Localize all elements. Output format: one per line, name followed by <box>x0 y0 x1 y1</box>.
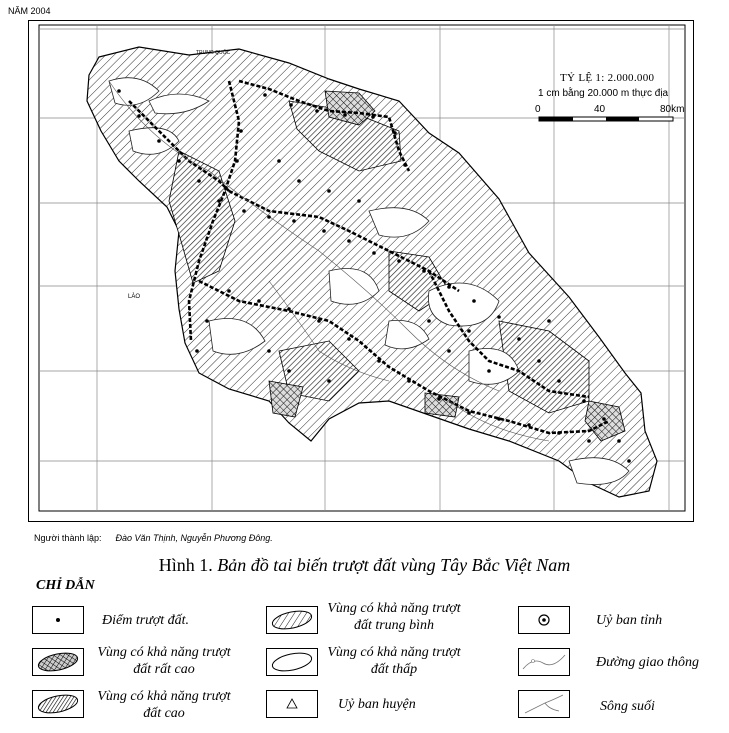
scale-subtitle: 1 cm bằng 20.000 m thực địa <box>538 88 669 99</box>
caption-number: Hình 1. <box>158 555 213 575</box>
legend-title: CHỈ DẪN <box>36 578 95 593</box>
scale-tick-0: 0 <box>535 104 541 115</box>
figure-caption <box>0 555 729 576</box>
legend-label-road: Đường giao thông <box>596 655 699 670</box>
credits-label: Người thành lập: <box>34 533 102 543</box>
legend-label-low: Vùng có khả năng trượt đất thấp <box>327 645 461 677</box>
legend-label-province: Uỷ ban tỉnh <box>596 613 663 628</box>
legend-label-medium: Vùng có khả năng trượt đất trung bình <box>327 601 461 633</box>
legend-label-district: Uỷ ban huyện <box>338 697 416 712</box>
dense-hatch-icon <box>32 690 84 718</box>
legend-label-high: Vùng có khả năng trượt đất cao <box>97 689 231 721</box>
laos-label: LÀO <box>128 294 141 300</box>
scale-bar <box>539 117 673 121</box>
caption-text: Bản đồ tai biến trượt đất vùng Tây Bắc Việt Nam <box>217 555 571 575</box>
china-label: TRUNG QUỐC <box>196 50 231 56</box>
river-icon <box>518 690 570 718</box>
legend-label-point: Điểm trượt đất. <box>102 613 190 628</box>
road-icon <box>518 648 570 676</box>
triangle-icon <box>266 690 318 718</box>
dot-icon <box>32 606 84 634</box>
scale-tick-40: 40 <box>594 104 606 115</box>
circle-dot-icon <box>518 606 570 634</box>
diagonal-hatch-icon <box>266 606 318 634</box>
scale-title: TỶ LỆ 1: 2.000.000 <box>560 72 655 84</box>
credits-names: Đào Văn Thịnh, Nguyễn Phương Đông. <box>115 533 273 543</box>
blank-area-icon <box>266 648 318 676</box>
credits-line <box>34 533 273 543</box>
scale-tick-80: 80km <box>660 104 685 115</box>
year-label: NĂM 2004 <box>8 6 51 16</box>
legend-label-river: Sông suối <box>600 699 655 714</box>
cross-hatch-icon <box>32 648 84 676</box>
legend-label-very-high: Vùng có khả năng trượt đất rất cao <box>97 645 231 677</box>
